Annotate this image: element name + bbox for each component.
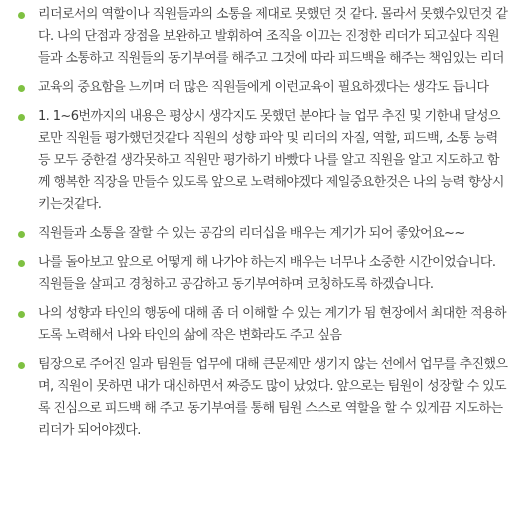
- bullet-dot-icon: [18, 362, 25, 369]
- list-item-text: 직원들과 소통을 잘할 수 있는 공감의 리더십을 배우는 계기가 되어 좋았어요~~: [38, 226, 465, 241]
- bullet-dot-icon: [18, 260, 25, 267]
- list-item: [18, 106, 509, 216]
- list-item-text: 교육의 중요함을 느끼며 더 많은 직원들에게 이런교육이 필요하겠다는 생각도 듭니다: [38, 80, 489, 95]
- bullet-dot-icon: [18, 231, 25, 238]
- bullet-dot-icon: [18, 114, 25, 121]
- list-item: [18, 303, 509, 347]
- list-item-text: 나를 돌아보고 앞으로 어떻게 해 나가야 하는지 배우는 너무나 소중한 시간이었습니다. 직원들을 살피고 경청하고 공감하고 동기부여하며 코칭하도록 하겠습니다.: [38, 255, 496, 292]
- list-item: [18, 4, 509, 70]
- list-item-text: 나의 성향과 타인의 행동에 대해 좀 더 이해할 수 있는 계기가 됨 현장에서 최대한 적용하도록 노력해서 나와 타인의 삶에 작은 변화라도 주고 싶음: [38, 306, 506, 343]
- list-item: [18, 252, 509, 296]
- bullet-dot-icon: [18, 311, 25, 318]
- bullet-dot-icon: [18, 12, 25, 19]
- bullet-dot-icon: [18, 85, 25, 92]
- list-item-text: 1. 1~6번까지의 내용은 평상시 생각지도 못했던 분야다 늘 업무 추진 및 기한내 달성으로만 직원들 평가했던것같다 직원의 성향 파악 및 리더의 자질, 역할, 피드백, 소통 능력 등 모두 중한걸 생각못하고 직원만 평가하기 바빴다 나를 알고 직원을 알고 지도하고 함께 행복한 직장을 만들수 있도록 앞으로 노력해야겠다 제일중요한것은 나의 능력 향상시키는것같다.: [38, 109, 504, 212]
- list-item: [18, 354, 509, 442]
- list-item: [18, 223, 509, 245]
- list-item-text: 팀장으로 주어진 일과 팀원들 업무에 대해 큰문제만 생기지 않는 선에서 업무를 추진했으며, 직원이 못하면 내가 대신하면서 짜증도 많이 났었다. 앞으로는 팀원이 성장할 수 있도록 진심으로 피드백 해 주고 동기부여를 통해 팀원 스스로 역할을 할 수 있게끔 지도하는 리더가 되어야겠다.: [38, 357, 508, 438]
- list-item: [18, 77, 509, 99]
- list-item-text: 리더로서의 역할이나 직원들과의 소통을 제대로 못했던 것 같다. 몰라서 못했수있던것 같다. 나의 단점과 장점을 보완하고 발휘하여 조직을 이끄는 진정한 리더가 되고싶다 직원들과 소통하고 직원들의 동기부여를 해주고 그것에 따라 피드백을 해주는 책임있는 리더: [38, 7, 508, 66]
